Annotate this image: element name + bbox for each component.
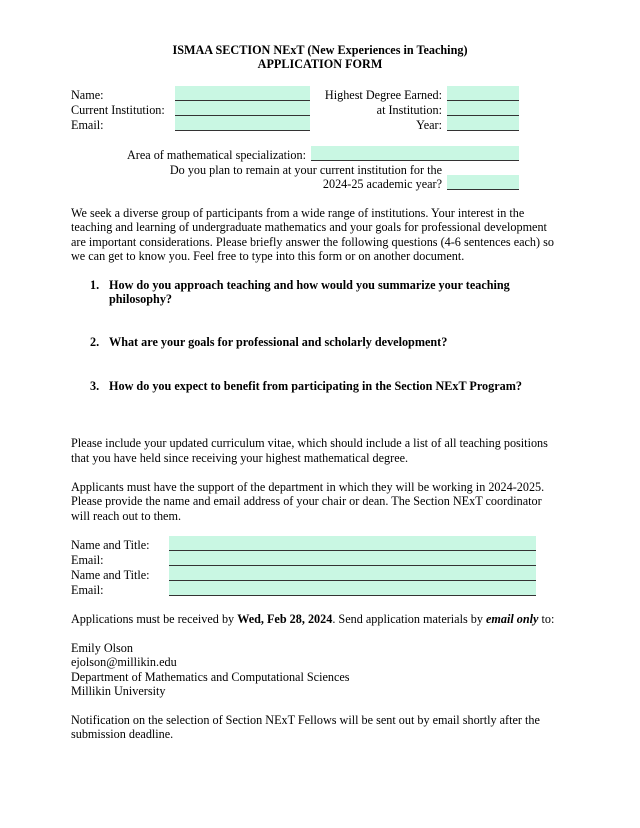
reference-1-name-field[interactable] xyxy=(169,536,536,551)
intro-line3: are important considerations. Please briefly answer the following questions (4-6 sentences each) so xyxy=(71,235,554,249)
notification-line1: Notification on the selection of Section NExT Fellows will be sent out by email shortly after the xyxy=(71,713,540,727)
reference-2-name-field[interactable] xyxy=(169,566,536,581)
email-field[interactable] xyxy=(175,116,310,131)
contact-name: Emily Olson xyxy=(71,641,133,655)
intro-line2: teaching and learning of undergraduate mathematics and your goals for professional development xyxy=(71,220,547,234)
year-label: Year: xyxy=(416,118,442,132)
specialization-field[interactable] xyxy=(311,146,519,161)
reference-1-email-field[interactable] xyxy=(169,551,536,566)
institution-label: Current Institution: xyxy=(71,103,165,117)
deadline-middle: . Send application materials by xyxy=(332,612,486,626)
deadline-suffix: to: xyxy=(538,612,555,626)
deadline-date: Wed, Feb 28, 2024 xyxy=(237,612,333,626)
intro-line4: we can get to know you. Feel free to type into this form or on another document. xyxy=(71,249,465,263)
deadline-email-only: email only xyxy=(486,612,539,626)
question-1-line1: How do you approach teaching and how would you summarize your teaching xyxy=(109,278,510,292)
contact-department: Department of Mathematics and Computational Sciences xyxy=(71,670,350,684)
reference-2-email-field[interactable] xyxy=(169,581,536,596)
contact-university: Millikin University xyxy=(71,684,166,698)
cv-line2: that you have held since receiving your highest mathematical degree. xyxy=(71,451,409,465)
remain-label-line2: 2024-25 academic year? xyxy=(322,177,442,191)
support-line3: will reach out to them. xyxy=(71,509,181,523)
form-title-line2: APPLICATION FORM xyxy=(257,57,383,71)
support-line1: Applicants must have the support of the department in which they will be working in 2024-2025. xyxy=(71,480,545,494)
degree-institution-field[interactable] xyxy=(447,101,519,116)
question-2-number: 2. xyxy=(90,335,100,349)
institution-field[interactable] xyxy=(175,101,310,116)
form-title-line1: ISMAA SECTION NExT (New Experiences in Teaching) xyxy=(172,43,468,57)
degree-institution-label: at Institution: xyxy=(376,103,442,117)
support-line2: Please provide the name and email address of your chair or dean. The Section NExT coordinator xyxy=(71,494,542,508)
question-2-line1: What are your goals for professional and scholarly development? xyxy=(109,335,448,349)
reference-2-email-label: Email: xyxy=(71,583,104,597)
email-label: Email: xyxy=(71,118,104,132)
name-field[interactable] xyxy=(175,86,310,101)
question-1-number: 1. xyxy=(90,278,100,292)
question-3-line1: How do you expect to benefit from participating in the Section NExT Program? xyxy=(109,379,522,393)
contact-email[interactable]: ejolson@millikin.edu xyxy=(71,655,177,669)
intro-line1: We seek a diverse group of participants from a wide range of institutions. Your interest in the xyxy=(71,206,525,220)
remain-field[interactable] xyxy=(447,175,519,190)
year-field[interactable] xyxy=(447,116,519,131)
remain-label-line1: Do you plan to remain at your current institution for the xyxy=(169,163,442,177)
cv-line1: Please include your updated curriculum vitae, which should include a list of all teaching positions xyxy=(71,436,548,450)
question-1-line2: philosophy? xyxy=(109,292,173,306)
degree-field[interactable] xyxy=(447,86,519,101)
question-3-number: 3. xyxy=(90,379,100,393)
notification-line2: submission deadline. xyxy=(71,727,174,741)
specialization-label: Area of mathematical specialization: xyxy=(126,148,306,162)
degree-label: Highest Degree Earned: xyxy=(324,88,442,102)
reference-1-name-label: Name and Title: xyxy=(71,538,150,552)
reference-2-name-label: Name and Title: xyxy=(71,568,150,582)
name-label: Name: xyxy=(71,88,104,102)
deadline-line xyxy=(71,612,554,627)
deadline-prefix: Applications must be received by xyxy=(71,612,238,626)
reference-1-email-label: Email: xyxy=(71,553,104,567)
